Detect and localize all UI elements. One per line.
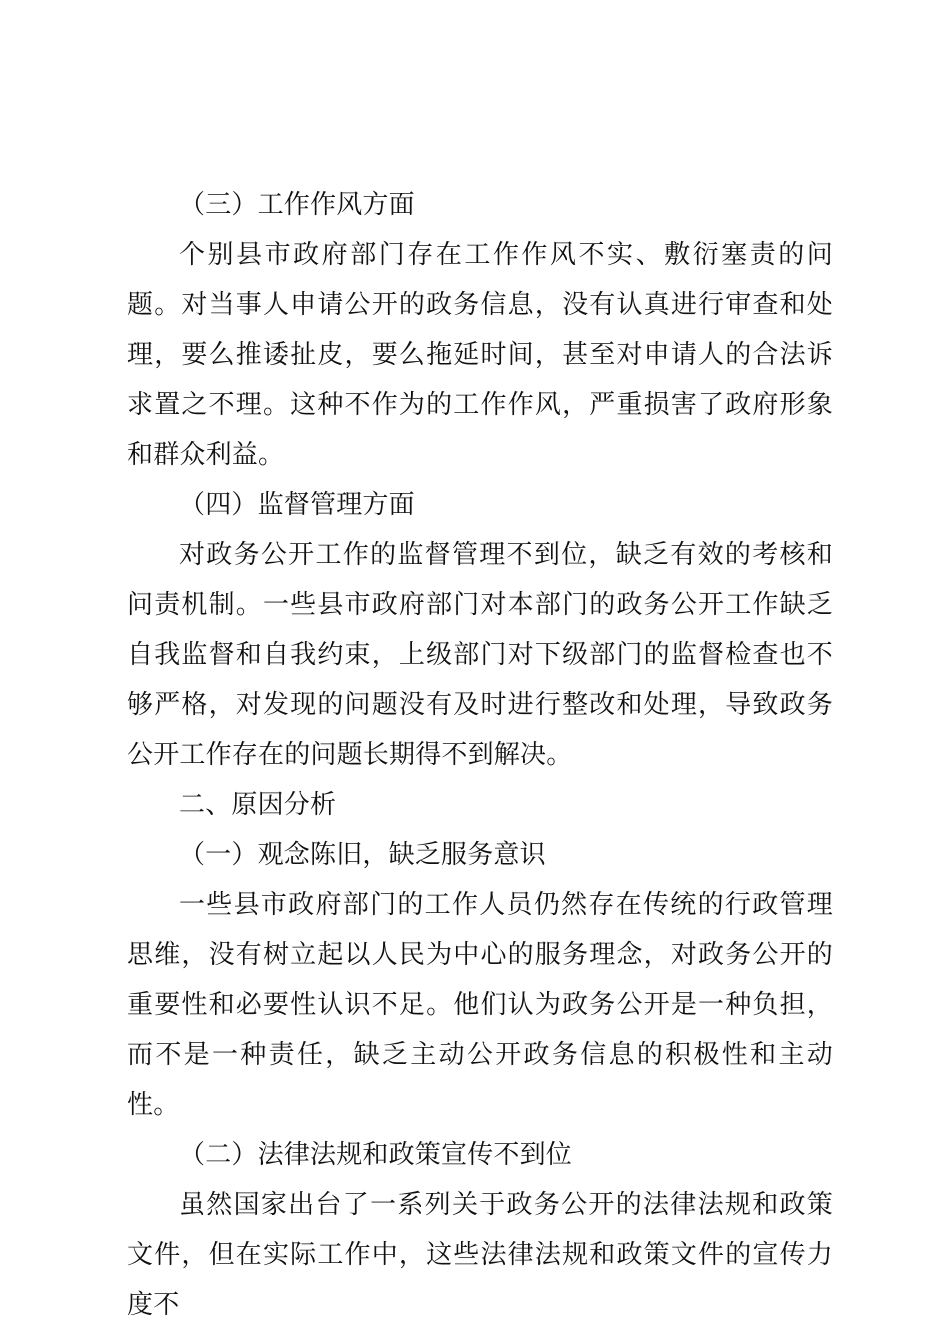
document-body — [127, 180, 833, 1330]
section-heading-law-publicity: （二）法律法规和政策宣传不到位 — [179, 1140, 573, 1170]
paragraph-supervision: 对政务公开工作的监督管理不到位，缺乏有效的考核和问责机制。一些县市政府部门对本部门的政务公开工作缺乏自我监督和自我约束，上级部门对下级部门的监督检查也不够严格，对发现的问题没有及时进行整改和处理，导致政务公开工作存在的问题长期得不到解决。 — [127, 540, 833, 770]
section-heading-work-style: （三）工作作风方面 — [179, 190, 415, 220]
paragraph-outdated-concepts: 一些县市政府部门的工作人员仍然存在传统的行政管理思维，没有树立起以人民为中心的服务理念，对政务公开的重要性和必要性认识不足。他们认为政务公开是一种负担，而不是一种责任，缺乏主动公开政务信息的积极性和主动性。 — [127, 890, 833, 1120]
section-heading-cause-analysis: 二、原因分析 — [179, 790, 337, 820]
section-heading-supervision: （四）监督管理方面 — [179, 490, 415, 520]
section-heading-outdated-concepts: （一）观念陈旧，缺乏服务意识 — [179, 840, 546, 870]
paragraph-work-style: 个别县市政府部门存在工作作风不实、敷衍塞责的问题。对当事人申请公开的政务信息，没有认真进行审查和处理，要么推诿扯皮，要么拖延时间，甚至对申请人的合法诉求置之不理。这种不作为的工作作风，严重损害了政府形象和群众利益。 — [127, 240, 833, 470]
paragraph-law-publicity: 虽然国家出台了一系列关于政务公开的法律法规和政策文件，但在实际工作中，这些法律法规和政策文件的宣传力度不 — [127, 1190, 833, 1320]
